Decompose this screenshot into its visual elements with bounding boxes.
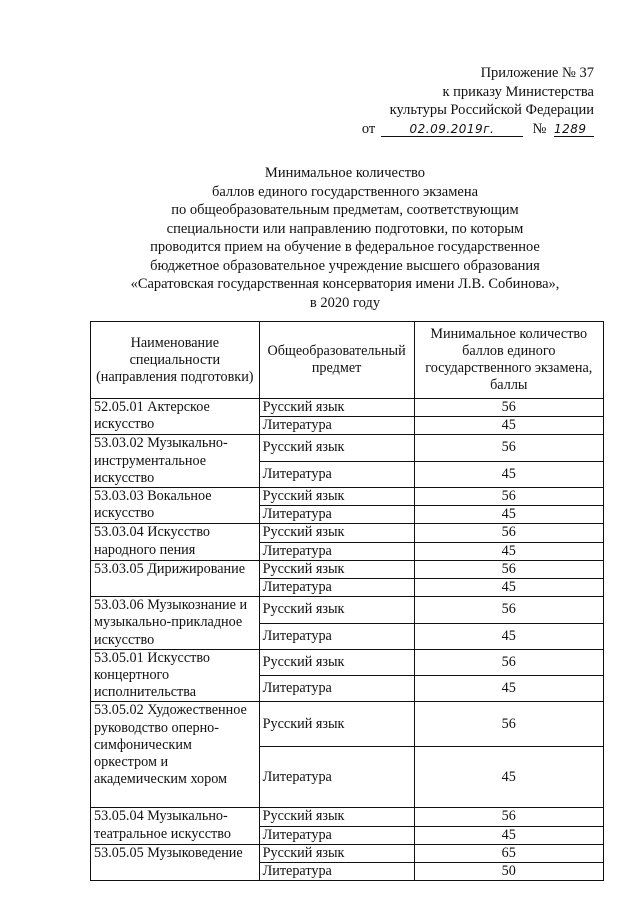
header-min-score: Минимальное количество баллов единого государственного экзамена, баллы: [414, 322, 603, 399]
score-cell: 45: [414, 461, 603, 487]
subject-cell: Литература: [259, 863, 414, 881]
title-line: баллов единого государственного экзамена: [211, 183, 479, 200]
header-subject: Общеобразовательный предмет: [259, 322, 414, 399]
subject-cell: Русский язык: [259, 560, 414, 578]
annex-date-row: [362, 120, 594, 139]
order-date: 02.09.2019г.: [381, 122, 523, 137]
number-prefix: №: [532, 120, 547, 137]
annex-number: Приложение № 37: [480, 65, 594, 81]
score-cell: 45: [414, 826, 603, 844]
subject-cell: Литература: [259, 542, 414, 560]
subject-cell: Литература: [259, 461, 414, 487]
title-line: проводится прием на обучение в федеральное государственное: [150, 239, 540, 255]
score-cell: 45: [414, 623, 603, 649]
score-cell: 56: [414, 597, 603, 623]
specialty-cell: 53.03.02 Музыкально-инструментальное искусство: [91, 435, 260, 488]
score-cell: 56: [414, 808, 603, 826]
table-row: [91, 844, 604, 862]
subject-cell: Литература: [259, 623, 414, 649]
table-row: [91, 597, 604, 623]
scores-table: [90, 321, 604, 881]
subject-cell: Литература: [259, 579, 414, 597]
title-line: «Саратовская государственная консерватория имени Л.В. Собинова»,: [130, 276, 560, 292]
score-cell: 50: [414, 863, 603, 881]
date-prefix: от: [361, 120, 376, 137]
score-cell: 56: [414, 524, 603, 542]
score-cell: 56: [414, 702, 603, 747]
order-number: 1289: [554, 122, 594, 137]
score-cell: 56: [414, 435, 603, 461]
specialty-cell: 53.05.05 Музыковедение: [91, 844, 260, 880]
subject-cell: Русский язык: [259, 488, 414, 506]
score-cell: 45: [414, 542, 603, 560]
subject-cell: Литература: [259, 417, 414, 435]
document-title: [60, 164, 630, 312]
table-row: [91, 560, 604, 578]
table-row: [91, 488, 604, 506]
specialty-cell: 53.05.01 Искусство концертного исполнительства: [91, 649, 260, 702]
table-row: [91, 435, 604, 461]
score-cell: 45: [414, 417, 603, 435]
title-line: в 2020 году: [309, 294, 381, 311]
annex-block: [362, 64, 594, 138]
subject-cell: Русский язык: [259, 844, 414, 862]
score-cell: 45: [414, 747, 603, 808]
score-cell: 45: [414, 676, 603, 702]
title-line: бюджетное образовательное учреждение высшего образования: [150, 257, 540, 274]
title-line: Минимальное количество: [264, 165, 426, 181]
subject-cell: Литература: [259, 676, 414, 702]
subject-cell: Русский язык: [259, 435, 414, 461]
specialty-cell: 52.05.01 Актерское искусство: [91, 399, 260, 435]
score-cell: 45: [414, 579, 603, 597]
table-row: [91, 399, 604, 417]
specialty-cell: 53.05.04 Музыкально-театральное искусство: [91, 808, 260, 844]
table-header-row: [91, 322, 604, 399]
specialty-cell: 53.03.06 Музыкознание и музыкально-прикладное искусство: [91, 597, 260, 650]
specialty-cell: 53.03.05 Дирижирование: [91, 560, 260, 596]
subject-cell: Литература: [259, 826, 414, 844]
score-cell: 56: [414, 560, 603, 578]
header-specialty: Наименование специальности (направления подготовки): [91, 322, 260, 399]
table-row: [91, 649, 604, 675]
specialty-cell: 53.03.04 Искусство народного пения: [91, 524, 260, 560]
subject-cell: Литература: [259, 506, 414, 524]
table-row: [91, 524, 604, 542]
table-row: [91, 702, 604, 747]
subject-cell: Русский язык: [259, 808, 414, 826]
subject-cell: Русский язык: [259, 524, 414, 542]
score-cell: 56: [414, 488, 603, 506]
score-cell: 56: [414, 399, 603, 417]
annex-order-ref: к приказу Министерства: [442, 83, 594, 100]
score-cell: 56: [414, 649, 603, 675]
subject-cell: Литература: [259, 747, 414, 808]
specialty-cell: 53.05.02 Художественное руководство оперно-симфоническим оркестром и академическим хором: [91, 702, 260, 808]
specialty-cell: 53.03.03 Вокальное искусство: [91, 488, 260, 524]
subject-cell: Русский язык: [259, 702, 414, 747]
subject-cell: Русский язык: [259, 597, 414, 623]
subject-cell: Русский язык: [259, 399, 414, 417]
table-row: [91, 808, 604, 826]
score-cell: 45: [414, 506, 603, 524]
annex-ministry: культуры Российской Федерации: [389, 102, 594, 118]
title-line: специальности или направлению подготовки, по которым: [166, 220, 524, 237]
score-cell: 65: [414, 844, 603, 862]
title-line: по общеобразовательным предметам, соответствующим: [171, 202, 519, 218]
subject-cell: Русский язык: [259, 649, 414, 675]
